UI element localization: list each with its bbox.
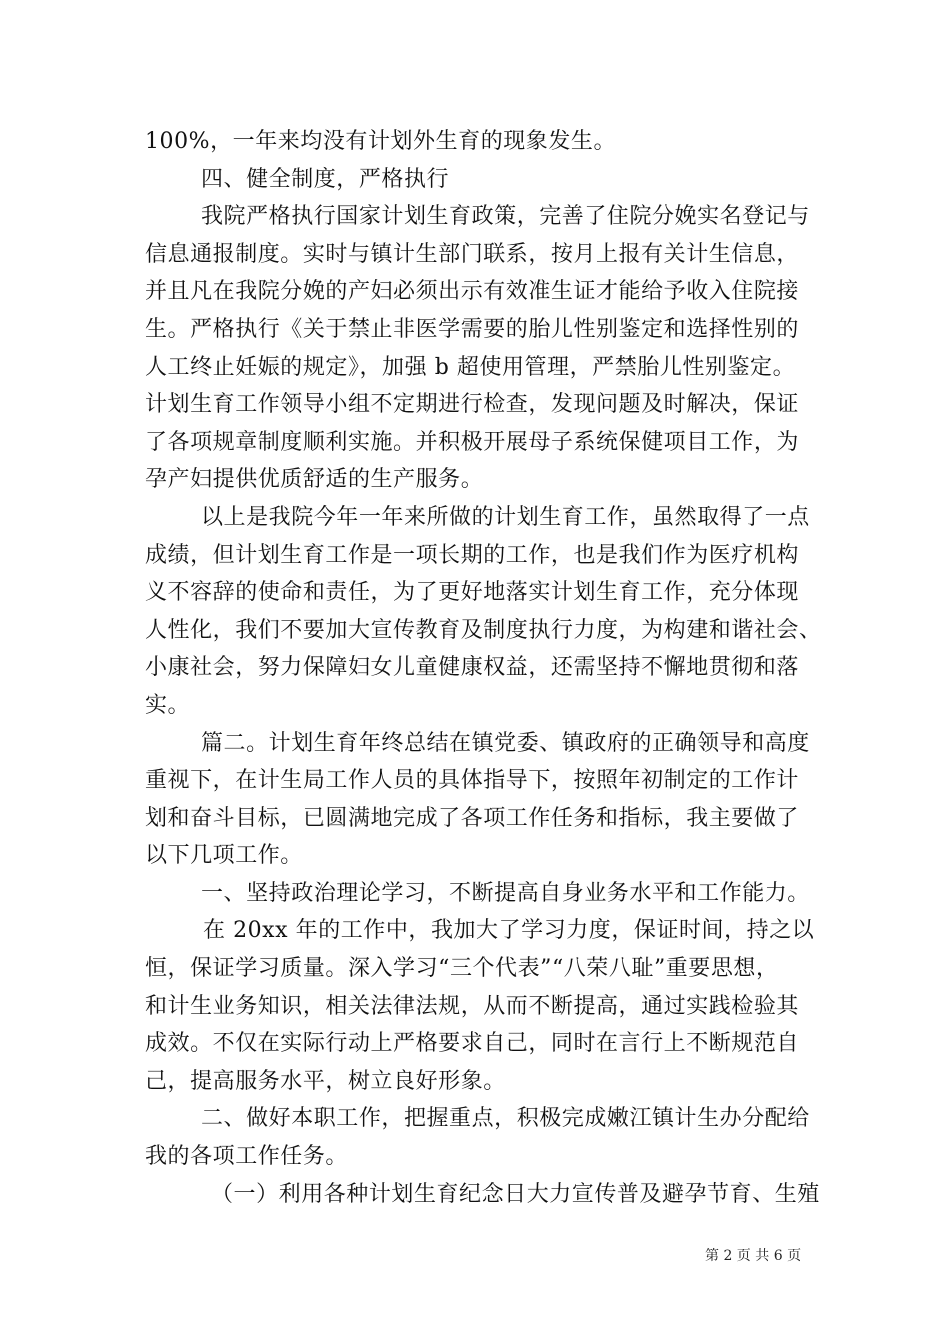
text-line: 人工终止妊娠的规定》，加强 b 超使用管理，严禁胎儿性别鉴定。 — [145, 354, 796, 380]
text-line: 恒，保证学习质量。深入学习“三个代表”“八荣八耻”重要思想， — [145, 956, 779, 982]
text-line: 和计生业务知识，相关法律法规，从而不断提高，通过实践检验其 — [145, 993, 799, 1019]
text-line: 小康社会，努力保障妇女儿童健康权益，还需坚持不懈地贯彻和落 — [145, 655, 799, 681]
document-body — [145, 123, 822, 1213]
text-line: 了各项规章制度顺利实施。并积极开展母子系统保健项目工作，为 — [145, 429, 799, 455]
text-line: 100%，一年来均没有计划外生育的现象发生。 — [145, 129, 616, 154]
text-line: 己，提高服务水平，树立良好形象。 — [145, 1068, 506, 1094]
text-line: 以下几项工作。 — [145, 843, 303, 869]
text-line: 在 20xx 年的工作中，我加大了学习力度，保证时间，持之以 — [203, 918, 815, 944]
section-heading: 一、坚持政治理论学习，不断提高自身业务水平和工作能力。 — [201, 880, 810, 906]
section-heading: 二、做好本职工作，把握重点，积极完成嫩江镇计生办分配给 — [201, 1106, 810, 1132]
text-line: 重视下，在计生局工作人员的具体指导下，按照年初制定的工作计 — [145, 768, 799, 794]
text-line: 我院严格执行国家计划生育政策，完善了住院分娩实名登记与 — [201, 204, 810, 230]
text-line: 义不容辞的使命和责任，为了更好地落实计划生育工作，充分体现 — [145, 580, 799, 606]
text-line: 生。严格执行《关于禁止非医学需要的胎儿性别鉴定和选择性别的 — [145, 316, 799, 342]
subsection-heading: （一）利用各种计划生育纪念日大力宣传普及避孕节育、生殖 — [211, 1181, 820, 1207]
text-line: 以上是我院今年一年来所做的计划生育工作，虽然取得了一点 — [201, 504, 810, 530]
text-line: 成绩，但计划生育工作是一项长期的工作，也是我们作为医疗机构 — [145, 542, 799, 568]
text-line: 信息通报制度。实时与镇计生部门联系，按月上报有关计生信息， — [145, 241, 799, 267]
text-line: 成效。不仅在实际行动上严格要求自己，同时在言行上不断规范自 — [145, 1031, 799, 1057]
text-line: 实。 — [145, 692, 191, 718]
page-indicator: 第 2 页 共 6 页 — [705, 1248, 802, 1264]
text-line: 人性化，我们不要加大宣传教育及制度执行力度，为构建和谐社会、 — [145, 617, 822, 643]
text-line: 计划生育工作领导小组不定期进行检查，发现问题及时解决，保证 — [145, 392, 799, 418]
text-line: 划和奋斗目标，已圆满地完成了各项工作任务和指标，我主要做了 — [145, 805, 799, 831]
text-line: 我的各项工作任务。 — [145, 1144, 348, 1170]
text-line: 并且凡在我院分娩的产妇必须出示有效准生证才能给予收入住院接 — [145, 279, 799, 305]
section-heading: 四、健全制度，严格执行 — [201, 166, 450, 192]
text-line: 篇二。计划生育年终总结在镇党委、镇政府的正确领导和高度 — [201, 730, 810, 756]
text-line: 孕产妇提供优质舒适的生产服务。 — [145, 467, 484, 493]
